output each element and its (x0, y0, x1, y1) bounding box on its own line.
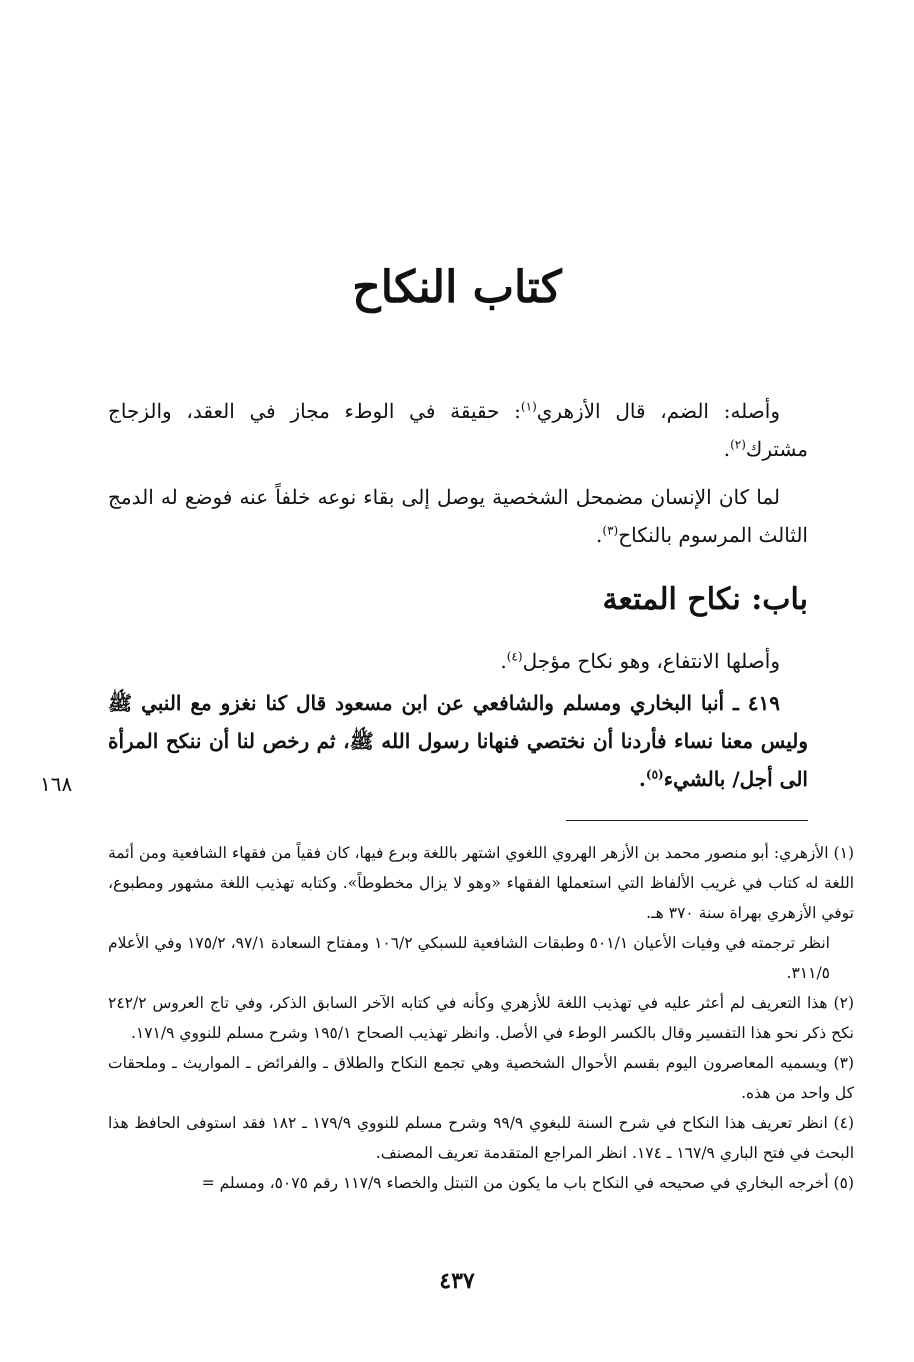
page-number: ٤٣٧ (439, 1268, 475, 1294)
footnote-ref-2[interactable]: (٢) (730, 437, 746, 452)
section-heading: باب: نكاح المتعة (602, 582, 808, 617)
text-run: وأصلها الانتفاع، وهو نكاح مؤجل (522, 649, 780, 673)
intro-paragraph-1 (108, 392, 808, 468)
text-run: . (638, 767, 646, 791)
footnote-3: (٣) ويسميه المعاصرون اليوم بقسم الأحوال الشخصية وهي تجمع النكاح والطلاق ـ والفرائض ـ المواريث ـ وملحقات كل واحد من هذه. (108, 1054, 854, 1102)
hadith-paragraph (108, 684, 808, 798)
footnote-1-continuation: انظر ترجمته في وفيات الأعيان ٥٠١/١ وطبقات الشافعية للسبكي ١٠٦/٢ ومفتاح السعادة ٩٧/١، ١٧٥/٢ وفي الأعلام ٣١١/٥. (108, 934, 830, 982)
footnote-2: (٢) هذا التعريف لم أعثر عليه في تهذيب اللغة للأزهري وكأنه في كتابه الآخر السابق الذكر، وفي تاج العروس ٢٤٢/٢ نكح ذكر نحو هذا التفسير وقال بالكسر الوطء في الأصل. وانظر تهذيب الصحاح ١٩٥/١ وشرح مسلم للنووي ١٧١/٩. (108, 994, 854, 1042)
footnote-ref-4[interactable]: (٤) (506, 649, 523, 664)
footnote-ref-5[interactable]: (٥) (645, 767, 664, 782)
text-run: وأصله: الضم، قال الأزهري (536, 399, 780, 423)
text-run: : حقيقة في الوطء مجاز في العقد، والزجاج مشترك (108, 399, 808, 461)
intro-block (108, 392, 808, 554)
footnote-ref-1[interactable]: (١) (520, 399, 537, 414)
text-run: ٤١٩ ـ أنبا البخاري ومسلم والشافعي عن ابن مسعود قال كنا نغزو مع النبي ﷺ وليس معنا نساء فأردنا أن نختصي فنهانا رسول الله ﷺ، ثم رخص لنا أن ننكح المرأة الى أجل/ بالشيء (108, 691, 808, 791)
margin-manuscript-number: ١٦٨ (40, 772, 73, 796)
text-run: لما كان الإنسان مضمحل الشخصية يوصل إلى بقاء نوعه خلفاً عنه فوضع له الدمج الثالث المرسوم بالنكاح (108, 485, 808, 547)
text-run: . (596, 523, 603, 547)
chapter-title: كتاب النكاح (352, 262, 562, 313)
text-run: . (723, 437, 731, 461)
footnote-separator (566, 820, 808, 821)
footnote-1: (١) الأزهري: أبو منصور محمد بن الأزهر الهروي اللغوي اشتهر باللغة وبرع فيها، كان فقياً من فقهاء الشافعية ومن أئمة اللغة له كتاب في غريب الألفاظ التي استعملها الفقهاء «وهو لا يزال مخطوطاً». وكتابه تهذيب اللغة مشهور ومطبوع، توفي الأزهري بهراة سنة ٣٧٠ هـ. (108, 844, 854, 922)
footnotes-block (108, 838, 854, 1198)
footnote-ref-3[interactable]: (٣) (602, 523, 619, 538)
intro-paragraph-2 (108, 478, 808, 554)
footnote-4: (٤) انظر تعريف هذا النكاح في شرح السنة للبغوي ٩٩/٩ وشرح مسلم للنووي ١٧٩/٩ ـ ١٨٢ فقد استوفى الحافظ هذا البحث في فتح الباري ١٦٧/٩ ـ ١٧٤. انظر المراجع المتقدمة تعريف المصنف. (108, 1114, 854, 1162)
footnote-5: (٥) أخرجه البخاري في صحيحه في النكاح باب ما يكون من التبتل والخصاء ١١٧/٩ رقم ٥٠٧٥، ومسلم = (201, 1174, 854, 1192)
section-paragraph (108, 642, 808, 680)
section-block (108, 642, 808, 798)
text-run: . (500, 649, 507, 673)
